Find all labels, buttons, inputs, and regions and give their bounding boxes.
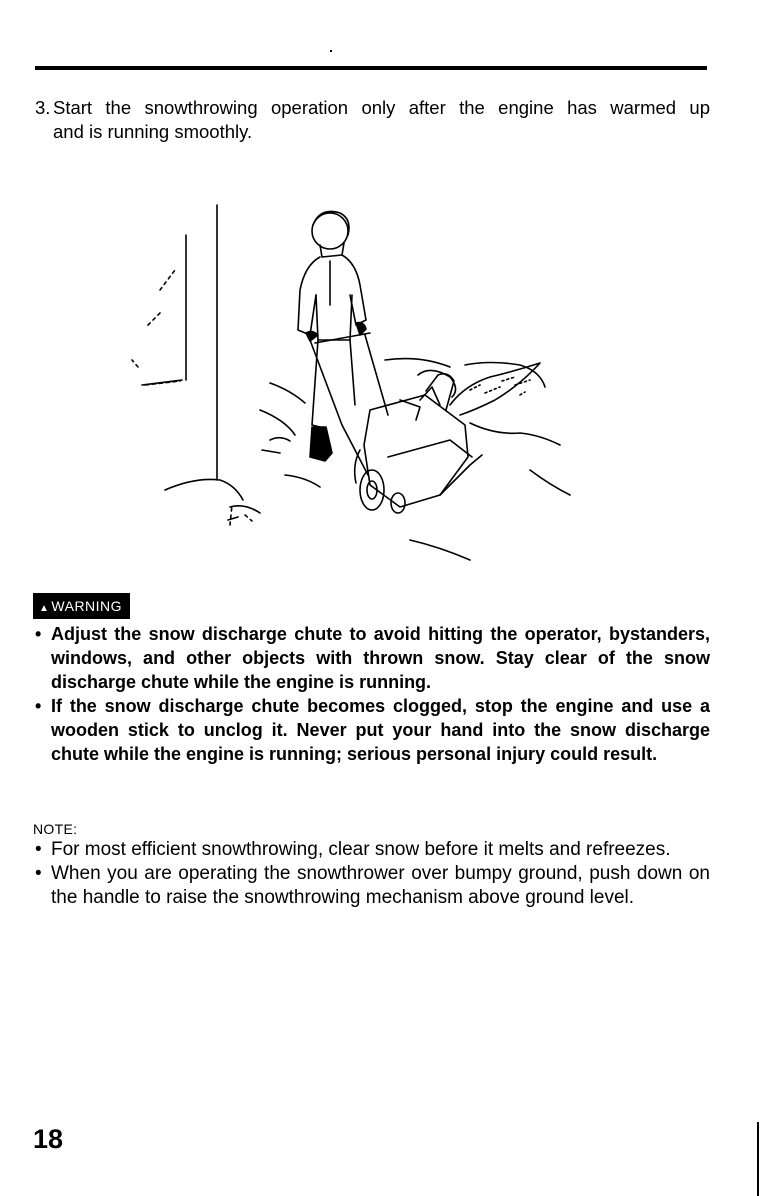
snowthrower-operator-illustration — [120, 195, 590, 565]
warning-label: WARNING — [51, 598, 123, 614]
bullet-icon: • — [35, 696, 42, 716]
note-item: • For most efficient snowthrowing, clear snow before it melts and refreezes. — [35, 839, 671, 860]
header-rule — [35, 66, 707, 70]
warning-list — [35, 622, 710, 766]
speck-mark — [330, 50, 332, 52]
note-item: • When you are operating the snowthrower over bumpy ground, push down on the handle to raise the snowthrowing mechanism above ground level. — [35, 863, 710, 908]
step-text-line2: and is running smoothly. — [53, 121, 253, 142]
note-list — [35, 838, 710, 910]
note-label: NOTE: — [33, 821, 78, 837]
step-text-line1: Start the snowthrowing operation only after the engine has warmed up — [53, 97, 710, 118]
warning-item: • If the snow discharge chute becomes clogged, stop the engine and use a wooden stick to unclog it. Never put your hand into the snow discharge chute while the engine is running; serious personal injury could result. — [35, 696, 710, 764]
page-number: 18 — [33, 1124, 64, 1154]
bullet-icon: • — [35, 839, 42, 860]
snow-bank-drawing — [165, 359, 570, 560]
step-3 — [35, 96, 710, 144]
wall-drawing — [132, 205, 217, 480]
warning-item: • Adjust the snow discharge chute to avoid hitting the operator, bystanders, windows, and other objects with thrown snow. Stay clear of the snow discharge chute while the engine is running. — [35, 624, 710, 692]
bullet-icon: • — [35, 624, 42, 644]
warning-badge — [33, 593, 130, 619]
page-edge-line — [757, 1122, 759, 1196]
bullet-icon: • — [35, 863, 42, 884]
warning-triangle-icon: ▲ — [39, 603, 50, 614]
snow-plume-drawing — [450, 363, 540, 415]
step-number: 3. — [35, 97, 51, 118]
snowthrower-drawing — [310, 333, 482, 513]
